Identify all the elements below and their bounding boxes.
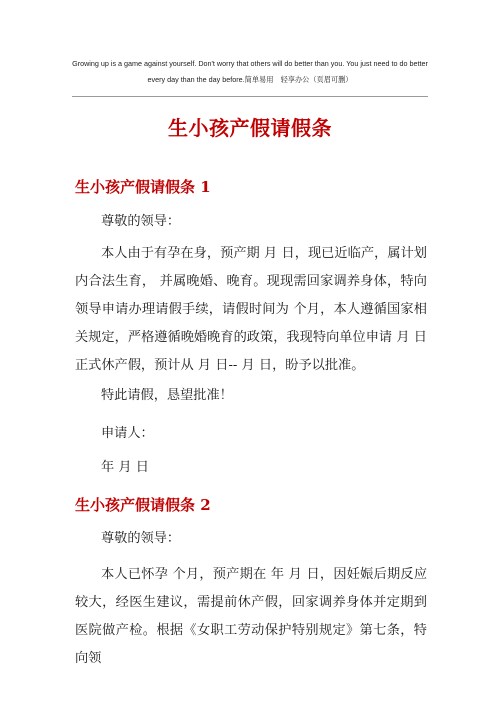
header-note-line-1: Growing up is a game against yourself. Don't worry that others will do better than you. You just need to do better: [72, 59, 428, 68]
section-1-salutation: 尊敬的领导：: [101, 214, 181, 229]
section-1-applicant: 申请人：: [101, 426, 154, 441]
header-note: [60, 56, 440, 88]
header-note-line-2: every day than the day before.简单易用 轻享办公（页眉可删）: [147, 75, 353, 84]
section-2-body: 本人已怀孕 个月，预产期在 年 月 日，因妊娠后期反应较大，经医生建议，需提前休产假，回家调养身体并定期到医院做产检。根据《女职工劳动保护特别规定》第七条，特向领: [75, 567, 427, 666]
section-1-closing: 特此请假，恳望批准！: [101, 388, 233, 403]
document-title: 生小孩产假请假条: [168, 116, 332, 140]
section-1-body: 本人由于有孕在身，预产期 月 日，现已近临产，属计划内合法生育， 并属晚婚、晚育。现现需回家调养身体，特向领导申请办理请假手续，请假时间为 个月，本人遵循国家相关规定，严格遵循晚婚晚育的政策，我现特向单位申请 月 日正式休产假，预计从 月 日-- 月 日，盼予以批准。: [75, 246, 427, 373]
section-2-heading: 生小孩产假请假条 2: [75, 496, 211, 514]
section-1-heading: 生小孩产假请假条 1: [75, 178, 211, 196]
section-1-date: 年 月 日: [101, 460, 149, 475]
header-divider: [72, 96, 428, 97]
section-2-salutation: 尊敬的领导：: [101, 531, 181, 546]
